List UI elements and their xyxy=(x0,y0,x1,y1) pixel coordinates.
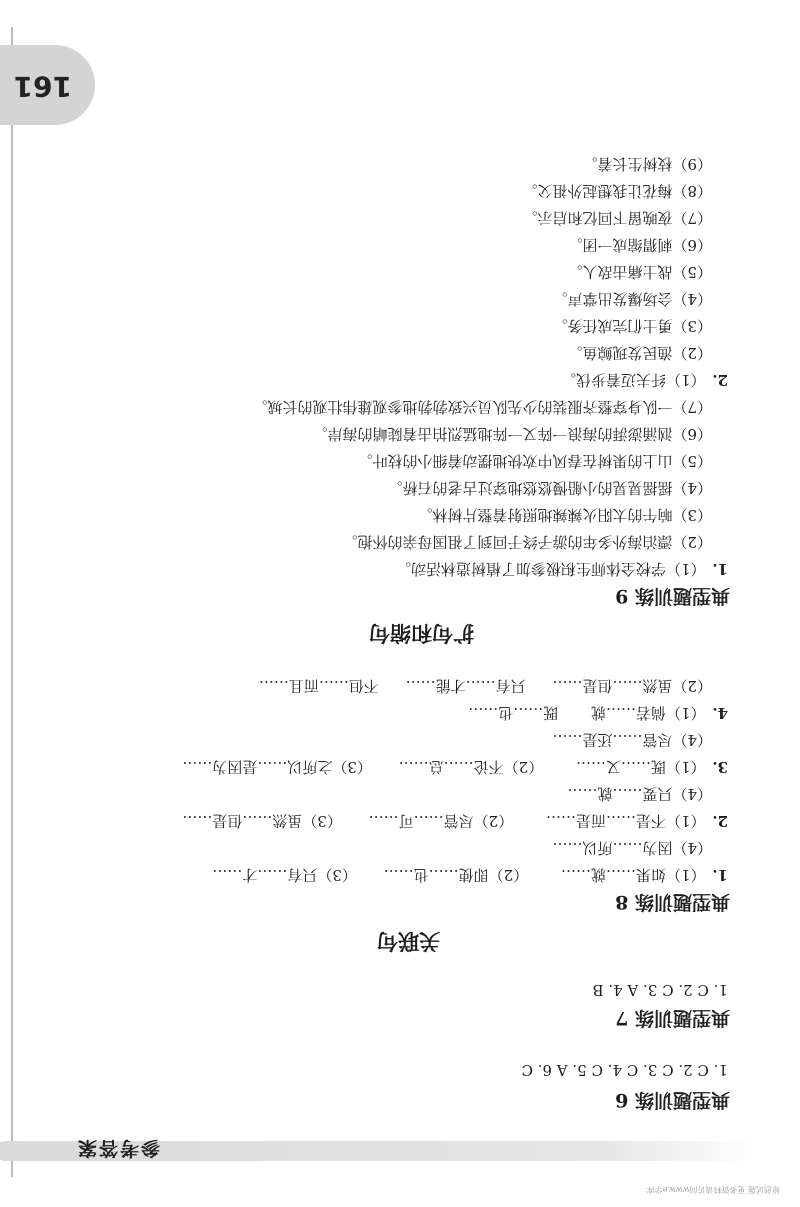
answer-sentence: （4）摇摇晃晃的小船慢悠悠地穿过古老的石桥。 xyxy=(387,479,712,497)
answer-item: 不但……而且…… xyxy=(258,677,379,695)
exercise-8-q2-line xyxy=(182,811,728,832)
answer-item: （2）尽管……可…… xyxy=(368,812,514,830)
answer-item: （3）虽然……但是…… xyxy=(182,812,342,830)
answer-item: （2）不论……总…… xyxy=(398,758,544,776)
exercise-8-q4-line2 xyxy=(259,676,712,697)
answer-item: 只有……才能…… xyxy=(405,677,526,695)
question-number: 1. xyxy=(712,866,728,884)
answer-sentence: （3）晌午的太阳火辣辣地照射着整片树林。 xyxy=(417,506,712,524)
side-note: 原创试题 更多资料请访问www.e学库 xyxy=(646,1185,780,1194)
question-number: 4. xyxy=(712,704,728,722)
answer-sentence: （2）渔民发现鲸鱼。 xyxy=(567,344,712,362)
answer-sentence: （1）纤夫迈着步伐。 xyxy=(561,371,706,389)
section-title-conjunction: 关联句 xyxy=(377,929,440,954)
section-title-expand-shrink: 扩句和缩句 xyxy=(369,621,474,646)
answer-item: （1）既……又…… xyxy=(576,758,706,776)
answer-sentence: （6）刺猬缩成一团。 xyxy=(567,236,712,254)
answer-sentence: （5）山上的果树在春风中欢快地摆动着细小的枝叶。 xyxy=(357,452,712,470)
answer-sentence: （4）会场爆发出掌声。 xyxy=(552,290,712,308)
question-number: 3. xyxy=(712,758,728,776)
exercise-8-title: 典型题训练 8 xyxy=(615,891,730,913)
exercise-9-q2-line xyxy=(561,370,728,391)
answer-item: （1）倘若……就 xyxy=(591,704,706,722)
answer-sentence: （5）战士痛击敌人。 xyxy=(567,263,712,281)
answer-sentence: （7）夜晚留下回忆和启示。 xyxy=(522,209,712,227)
answer-item: （1）不是……而是…… xyxy=(546,812,706,830)
exercise-8-q2-item4: （4）只要……就…… xyxy=(567,785,712,803)
exercise-8-q4-line1 xyxy=(468,703,728,724)
answer-item: （3）只有……才…… xyxy=(212,866,357,884)
page-edge-rule xyxy=(11,27,13,1177)
header-label: 参考答案 xyxy=(75,1137,160,1159)
question-number: 2. xyxy=(712,371,728,389)
exercise-9-q1-line xyxy=(396,559,728,580)
exercise-7-answers: 1. C 2. C 3. A 4. B xyxy=(592,981,728,999)
answer-sentence: （2）漂泊海外多年的游子终于回到了祖国母亲的怀抱。 xyxy=(342,533,712,551)
answer-sentence: （3）勇士们完成任务。 xyxy=(552,317,712,335)
answer-item: （2）即使……也…… xyxy=(383,866,529,884)
answer-sentence: （9）枝树生长着。 xyxy=(582,155,712,173)
exercise-6-title: 典型题训练 6 xyxy=(615,1089,730,1111)
question-number: 1. xyxy=(712,560,728,578)
question-number: 2. xyxy=(712,812,728,830)
answer-item: 既……也…… xyxy=(468,704,559,722)
exercise-8-q3-item4: （4）尽管……还是…… xyxy=(552,731,712,749)
answer-sentence: （7）一队身穿整齐服装的少先队员兴致勃勃地参观雄伟壮观的长城。 xyxy=(252,398,712,416)
answer-sentence: （1）学校全体师生积极参加了植树造林活动。 xyxy=(396,560,706,578)
exercise-8-q1-line xyxy=(212,865,728,886)
answer-sentence: （6）汹涌澎湃的海浪一阵又一阵地猛烈拍击着陡峭的海岸。 xyxy=(312,425,712,443)
answer-item: （1）如果……就…… xyxy=(561,866,706,884)
answer-item: （3）之所以……是因为…… xyxy=(182,758,372,776)
page-number: 161 xyxy=(13,70,72,103)
exercise-9-title: 典型题训练 9 xyxy=(615,585,730,607)
answer-item: （2）虽然……但是…… xyxy=(552,677,712,695)
answer-sentence: （8）梅花让我想起外祖父。 xyxy=(522,182,712,200)
exercise-7-title: 典型题训练 7 xyxy=(615,1007,730,1029)
exercise-8-q1-item4: （4）因为……所以…… xyxy=(552,839,712,857)
exercise-6-answers: 1. C 2. C 3. C 4. C 5. A 6. C xyxy=(521,1061,728,1079)
exercise-8-q3-line xyxy=(182,757,728,778)
